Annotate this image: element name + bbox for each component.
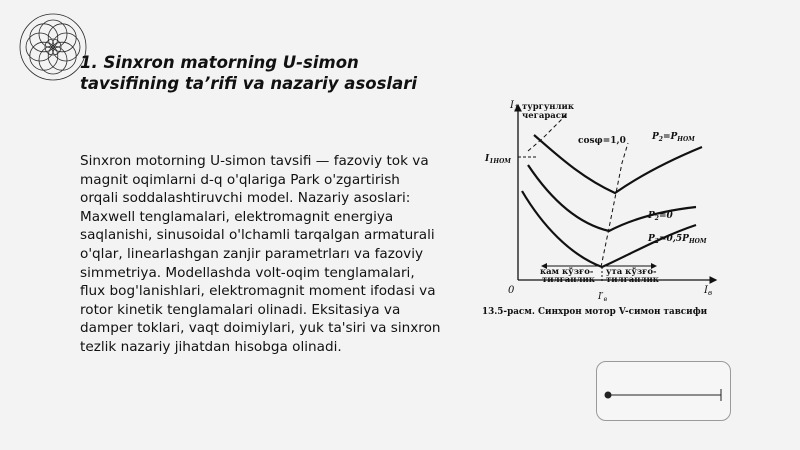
curve-p-half [528, 165, 696, 231]
rosette-logo-icon [18, 12, 88, 82]
x-axis-label: $I_в$ [704, 285, 713, 297]
i-nom-label: $I_{1НОМ}$ [485, 154, 511, 165]
slider-handle[interactable] [605, 392, 612, 399]
under-excitation-label-2: тилганлик [542, 275, 595, 285]
over-excitation-label-1: ута кўзғо- [606, 267, 657, 277]
slider-widget[interactable] [596, 361, 731, 421]
p-half-label: $P_2=0,5P_{НОМ}$ [648, 234, 707, 245]
stability-label-1: тургунлик [522, 102, 574, 112]
cos-phi-label: cosφ=1,0 [578, 136, 626, 146]
p-nom-label: $P_2=P_{НОМ}$ [652, 132, 695, 143]
v-curve-figure [470, 95, 730, 320]
slide-body-text: Sinxron motorning U-simon tavsifi — fazoviy tok va magnit oqimlarni d-q o'qlariga Park o'zgartirish orqali soddalashtiruvchi model. Nazariy asoslari: Maxwell tenglamalari, elektromagnit energiya saqlanishi, sinusoidal o'lchamli tarqalgan armaturali o'qlar, linearlashgan zanjir parametrları va fazoviy simmetriya. Modellashda volt-oqim tenglamalari, flux bog'lanishlari, elektromagnit moment ifodasi va rotor kinetik tenglamalari olinadi. Eksitasiya va damper toklari, vaqt doimiylari, yuk ta'siri va sinxron tezlik nazariy jihatdan hisobga olinadi. [80, 153, 441, 355]
y-axis-label: $I_1$ [510, 100, 519, 112]
iv-prime-label: $I'_в$ [598, 292, 608, 303]
stability-label-2: чегараси [522, 111, 568, 121]
origin-label: 0 [508, 285, 515, 296]
under-excitation-label-1: кам кўзғо- [540, 267, 594, 277]
over-excitation-label-2: тилганлик [606, 275, 659, 285]
slide-title: 1. Sinxron matorning U-simon tavsifining ta’rifi va nazariy asoslari [80, 53, 418, 93]
cos-phi-line [601, 143, 628, 267]
p-zero-label: $P_2=0$ [648, 211, 673, 222]
figure-caption: 13.5-расм. Синхрон мотор V-симон тавсифи [482, 307, 708, 317]
